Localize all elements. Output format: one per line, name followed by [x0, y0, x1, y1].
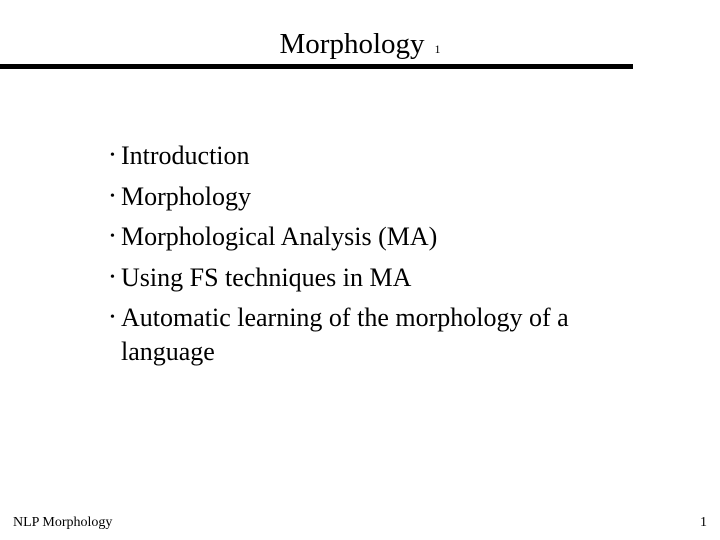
bullet-text: Automatic learning of the morphology of a language [121, 303, 569, 366]
slide-title-text: Morphology [279, 28, 425, 60]
bullet-list [0, 136, 720, 369]
bullet-icon: • [110, 148, 115, 163]
title-underline [0, 64, 633, 69]
page-number: 1 [700, 515, 707, 530]
bullet-text: Introduction [121, 141, 250, 170]
bullet-icon: • [110, 310, 115, 325]
footer-title: NLP Morphology [13, 515, 113, 530]
bullet-item [0, 136, 621, 177]
bullet-text: Morphology [121, 181, 251, 211]
bullet-icon: • [110, 229, 115, 244]
bullet-item [0, 258, 621, 299]
bullet-text: Using FS techniques in MA [121, 262, 412, 292]
bullet-item [0, 177, 621, 218]
bullet-text: Morphological Analysis (MA) [121, 222, 438, 251]
bullet-item [0, 217, 621, 258]
slide-title [0, 26, 720, 67]
slide-title-number: 1 [434, 42, 441, 56]
bullet-icon: • [110, 269, 115, 285]
bullet-icon: • [110, 188, 115, 204]
bullet-item [0, 298, 621, 369]
